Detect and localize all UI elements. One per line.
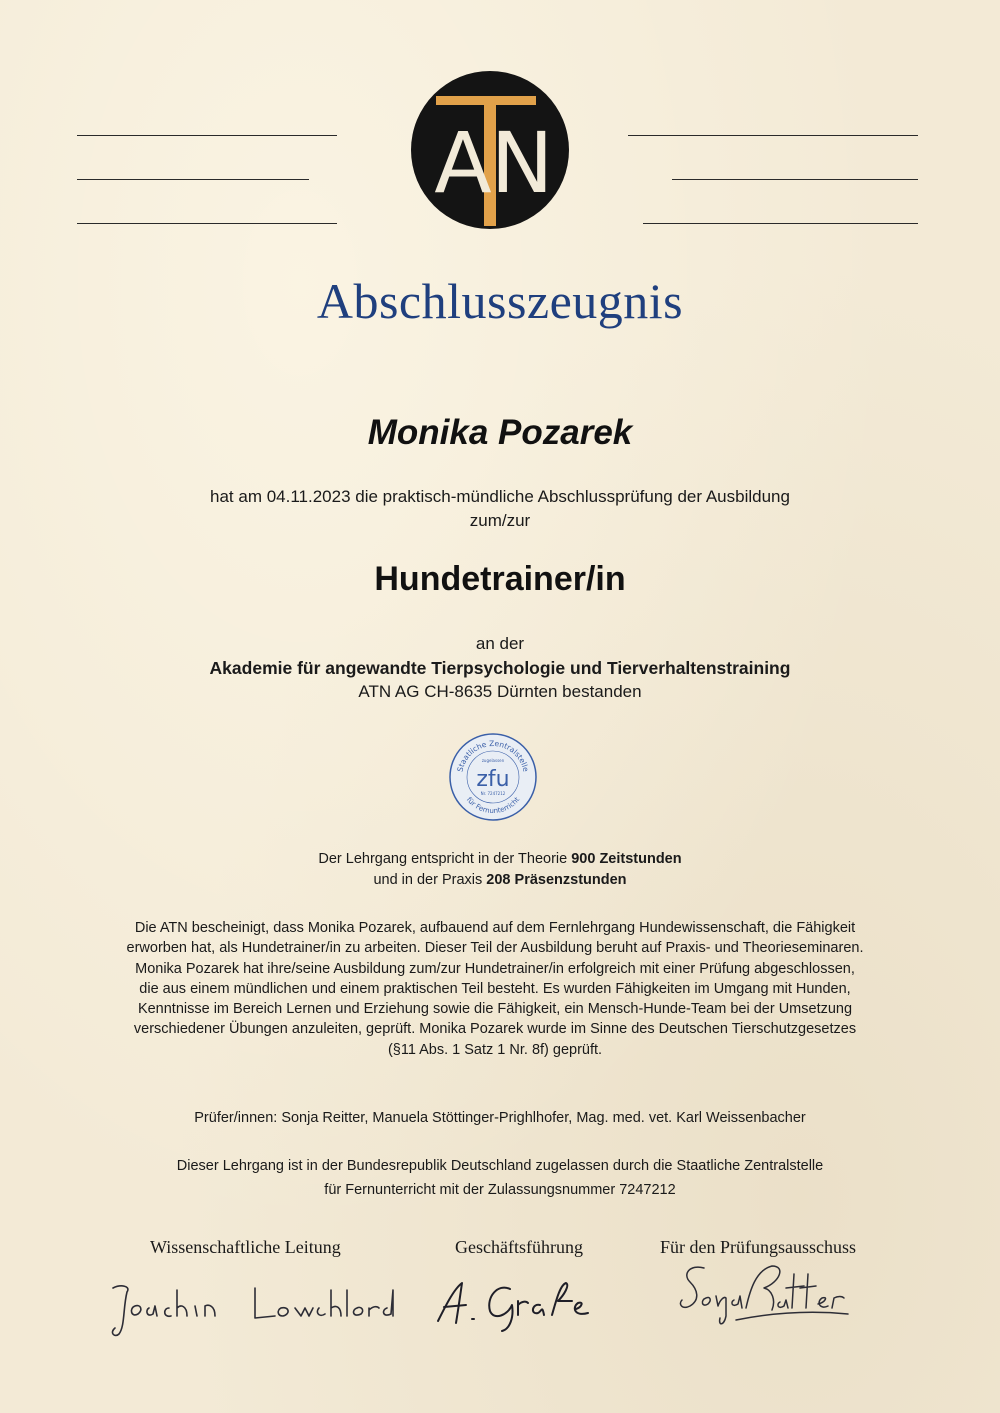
recipient-name: Monika Pozarek bbox=[367, 413, 633, 452]
hours-practice-prefix: und in der Praxis bbox=[373, 872, 483, 888]
seal-arc-bottom: für Fernunterricht bbox=[464, 795, 522, 816]
zfu-seal bbox=[448, 732, 538, 822]
institution-address: ATN AG CH-8635 Dürnten bestanden bbox=[358, 682, 642, 701]
decorative-line bbox=[643, 223, 918, 224]
decorative-line bbox=[77, 135, 337, 136]
certificate-title: Abschlusszeugnis bbox=[316, 273, 684, 329]
signature-exam-committee bbox=[676, 1260, 856, 1338]
decorative-line bbox=[672, 179, 918, 180]
decorative-line bbox=[628, 135, 918, 136]
hours-practice bbox=[0, 870, 1000, 891]
signature-management bbox=[432, 1275, 612, 1335]
institution-name: Akademie für angewandte Tierpsychologie und Tierverhaltenstraining bbox=[209, 658, 791, 678]
hours-theory-value: 900 Zeitstunden bbox=[571, 851, 682, 867]
logo-letter-a: A bbox=[434, 114, 492, 212]
seal-arc-top: Staatliche Zentralstelle bbox=[455, 738, 531, 773]
profession-title: Hundetrainer/in bbox=[374, 560, 626, 598]
atn-logo bbox=[410, 70, 570, 230]
decorative-line bbox=[77, 223, 337, 224]
seal-small-top: zugelassen bbox=[481, 758, 505, 763]
hours-theory bbox=[0, 849, 1000, 870]
examiners-line: Prüfer/innen: Sonja Reitter, Manuela Stöttinger-Prighlhofer, Mag. med. vet. Karl Weissenbacher bbox=[194, 1110, 806, 1126]
institution-prefix: an der bbox=[475, 634, 525, 653]
decorative-line bbox=[77, 179, 309, 180]
approval-line-1: Dieser Lehrgang ist in der Bundesrepublik Deutschland zugelassen durch die Staatliche Zentralstelle bbox=[176, 1158, 824, 1174]
hours-practice-value: 208 Präsenzstunden bbox=[486, 872, 627, 888]
description-paragraph: Die ATN bescheinigt, dass Monika Pozarek, aufbauend auf dem Fernlehrgang Hundewissenschaft, die Fähigkeit erworben hat, als Hundetrainer/in zu arbeiten. Dieser Teil der Ausbildung beruht auf Praxis- und Theorieseminaren. Monika Pozarek hat ihre/seine Ausbildung zum/zur Hundetrainer/in erfolgreich mit einer Prüfung abgeschlossen, die aus einem mündlichen und einem praktischen Teil besteht. Es wurden Fähigkeiten im Umgang mit Hunden, Kenntnisse im Bereich Lernen und Erziehung sowie die Fähigkeit, ein Mensch-Hunde-Team bei der Umsetzung verschiedener Übungen anzuleiten, geprüft. Monika Pozarek wurde im Sinne des Deutschen Tierschutzgesetzes (§11 Abs. 1 Satz 1 Nr. 8f) geprüft. bbox=[126, 920, 864, 1058]
signature-label-management: Geschäftsführung bbox=[455, 1237, 583, 1257]
approval-line-2: für Fernunterricht mit der Zulassungsnummer 7247212 bbox=[324, 1182, 676, 1198]
exam-line-1: hat am 04.11.2023 die praktisch-mündliche Abschlussprüfung der Ausbildung bbox=[210, 487, 790, 506]
seal-zfu-logo: zfu bbox=[476, 767, 510, 792]
hours-theory-prefix: Der Lehrgang entspricht in der Theorie bbox=[318, 851, 568, 867]
signature-scientific-lead bbox=[105, 1278, 405, 1343]
logo-letter-n: N bbox=[490, 114, 554, 212]
signature-label-exam-committee: Für den Prüfungsausschuss bbox=[660, 1237, 856, 1257]
exam-line-2: zum/zur bbox=[469, 511, 531, 530]
seal-number: Nr. 7247212 bbox=[480, 791, 506, 796]
signature-label-scientific-lead: Wissenschaftliche Leitung bbox=[150, 1237, 341, 1257]
